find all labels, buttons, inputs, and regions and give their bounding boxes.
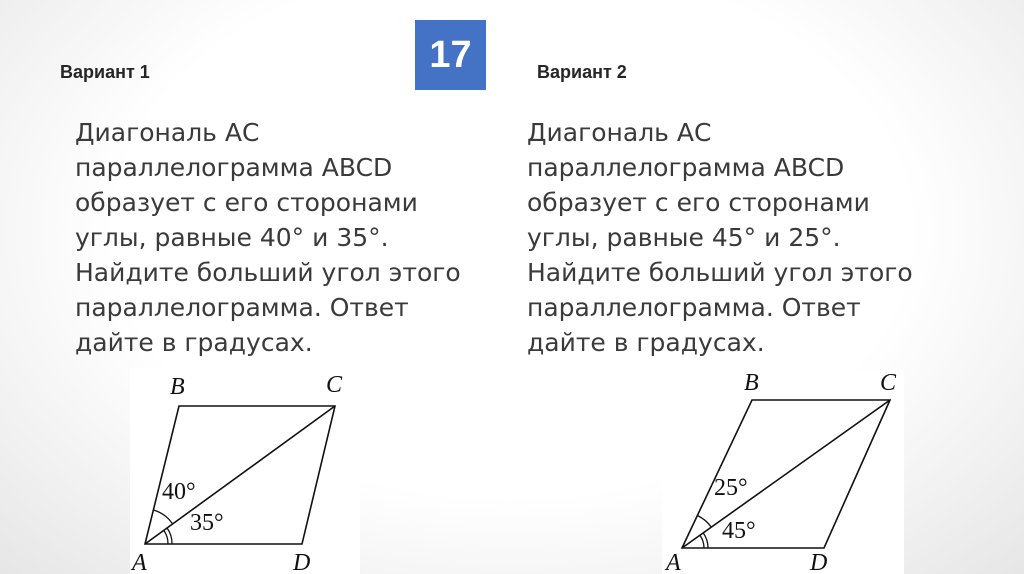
angle-arc-lower bbox=[164, 530, 168, 544]
angle-label-lower: 35° bbox=[190, 510, 224, 536]
vertex-b-label: B bbox=[744, 370, 759, 396]
variant-2-label: Вариант 2 bbox=[537, 62, 627, 82]
vertex-a-label: A bbox=[132, 550, 147, 574]
variant-2-parallelogram-figure bbox=[662, 370, 904, 574]
problem-line: Найдите больший угол этого bbox=[527, 258, 913, 287]
vertex-a-label: A bbox=[666, 550, 681, 574]
problem-line: углы, равные 45° и 25°. bbox=[527, 223, 841, 252]
problem-line: параллелограмма. Ответ bbox=[527, 293, 861, 322]
angle-arc-upper bbox=[697, 516, 711, 528]
variant-1-parallelogram-figure bbox=[130, 368, 360, 574]
angle-label-upper: 25° bbox=[714, 475, 748, 501]
problem-line: дайте в градусах. bbox=[527, 328, 765, 357]
problem-line: Диагональ АС bbox=[527, 118, 712, 147]
angle-label-upper: 40° bbox=[162, 479, 196, 505]
vertex-d-label: D bbox=[810, 550, 828, 574]
problem-line: образует с его сторонами bbox=[75, 188, 418, 217]
problem-line: углы, равные 40° и 35°. bbox=[75, 223, 389, 252]
variant-1-label: Вариант 1 bbox=[60, 62, 150, 82]
angle-label-lower: 45° bbox=[722, 518, 756, 544]
vertex-c-label: C bbox=[326, 372, 343, 398]
variant-1-problem-text bbox=[75, 115, 495, 360]
vertex-b-label: B bbox=[170, 374, 185, 400]
problem-line: Найдите больший угол этого bbox=[75, 258, 461, 287]
angle-arc-lower bbox=[700, 535, 704, 548]
problem-line: образует с его сторонами bbox=[527, 188, 870, 217]
problem-line: параллелограмма ABCD bbox=[527, 153, 845, 182]
variant-2-problem-text bbox=[527, 115, 947, 360]
problem-line: параллелограмма ABCD bbox=[75, 153, 393, 182]
vertex-d-label: D bbox=[293, 550, 311, 574]
problem-line: параллелограмма. Ответ bbox=[75, 293, 409, 322]
slide-number-badge: 17 bbox=[415, 20, 486, 90]
vertex-c-label: C bbox=[880, 370, 897, 396]
problem-line: Диагональ АС bbox=[75, 118, 260, 147]
problem-line: дайте в градусах. bbox=[75, 328, 313, 357]
diagonal-ac bbox=[682, 400, 890, 548]
angle-arc-upper bbox=[154, 510, 173, 524]
